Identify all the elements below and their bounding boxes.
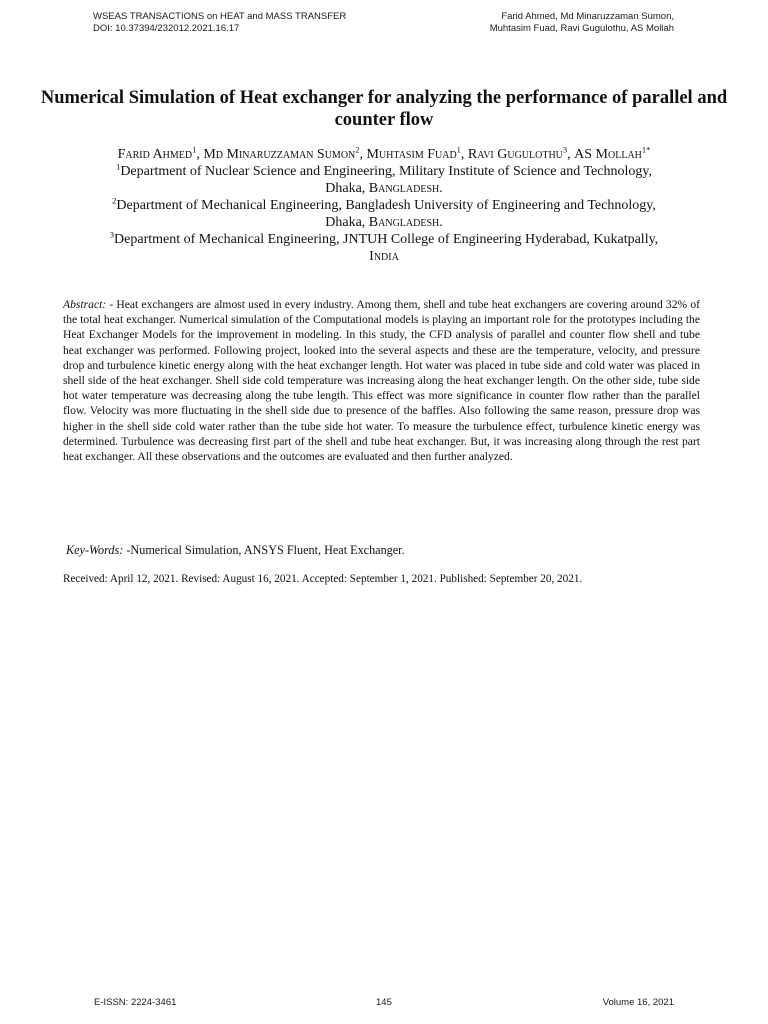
abstract-text: - Heat exchangers are almost used in every industry. Among them, shell and tube heat exchangers are covering around 32% of the total heat exchanger. Numerical simulation of the Computational models is playing an important role for the prototypes including the Heat Exchanger Models for the improvement in modeling. In this study, the CFD analysis of parallel and counter flow shell and tube heat exchanger was performed. Following project, looked into the several aspects and these are the temperature, velocity, and pressure drop and turbulence kinetic energy along with the heat exchanger length. Hot water was placed in tube side and cold water was placed in shell side of the heat exchanger. Shell side cold temperature was increasing along the heat exchanger length. On the other side, tube side hot water temperature was decreasing along the tube length. This effect was more significance in counter flow rather than the parallel flow. Velocity was more fluctuating in the shell side due to presence of the baffles. Also following the same reason, pressure drop was higher in the shell side cold water rather than the tube side hot water. To measure the turbulence effect, turbulence kinetic energy was determined. Turbulence was decreasing first part of the shell and tube heat exchanger. But, it was increasing along through the rest part heat exchanger. All these observations and the outcomes are evaluated and then further analyzed.: [63, 298, 700, 464]
keywords-text: -Numerical Simulation, ANSYS Fluent, Heat Exchanger.: [123, 543, 405, 557]
keywords-label: Key-Words:: [66, 543, 124, 557]
journal-name: WSEAS TRANSACTIONS on HEAT and MASS TRANSFER: [93, 11, 347, 22]
author-name: AS Mollah: [574, 147, 642, 162]
paper-title: Numerical Simulation of Heat exchanger for analyzing the performance of parallel and counter flow: [40, 88, 728, 130]
footer-issn: E-ISSN: 2224-3461: [94, 997, 177, 1008]
author-block: [56, 146, 712, 265]
page-number: 145: [376, 997, 392, 1008]
author-affiliation-mark: 1*: [641, 144, 651, 155]
footer-volume: Volume 16, 2021: [602, 997, 674, 1008]
author-name: Farid Ahmed: [117, 147, 193, 162]
abstract: [63, 297, 700, 464]
header-authors-line-2: Muhtasim Fuad, Ravi Gugulothu, AS Mollah: [489, 23, 674, 34]
running-header-left: [93, 11, 346, 35]
author-affiliation-mark: 1: [456, 144, 461, 155]
abstract-label: Abstract:: [63, 298, 107, 311]
header-authors-line-1: Farid Ahmed, Md Minaruzzaman Sumon,: [501, 11, 674, 22]
author-affiliation-mark: 2: [355, 144, 360, 155]
author-affiliation-mark: 1: [192, 144, 197, 155]
author-affiliation-mark: 3: [562, 144, 568, 155]
doi: DOI: 10.37394/232012.2021.16.17: [93, 23, 240, 34]
affiliation-2: $^2$Department of Mechanical Engineering, Bangladesh University of Engineering and Technology, Dhaka, Bangladesh.: [112, 195, 656, 230]
author-list: Farid Ahmed$^1$, Md Minaruzzaman Sumon$^2$, Muhtasim Fuad$^1$, Ravi Gugulothu$^3$, AS Mollah$^{1*}$: [117, 144, 651, 162]
running-header-right: [490, 11, 674, 35]
affiliation-3: $^3$Department of Mechanical Engineering, JNTUH College of Engineering Hyderabad, Kukatpally, India: [109, 229, 659, 264]
publication-dates: Received: April 12, 2021. Revised: August 16, 2021. Accepted: September 1, 2021. Published: September 20, 2021.: [63, 573, 583, 585]
author-name: Md Minaruzzaman Sumon: [203, 147, 356, 162]
author-name: Ravi Gugulothu: [467, 147, 563, 162]
affiliation-1: $^1$Department of Nuclear Science and Engineering, Military Institute of Science and Technology, Dhaka, Bangladesh.: [116, 161, 652, 196]
keywords: [66, 543, 703, 558]
author-name: Muhtasim Fuad: [366, 147, 457, 162]
